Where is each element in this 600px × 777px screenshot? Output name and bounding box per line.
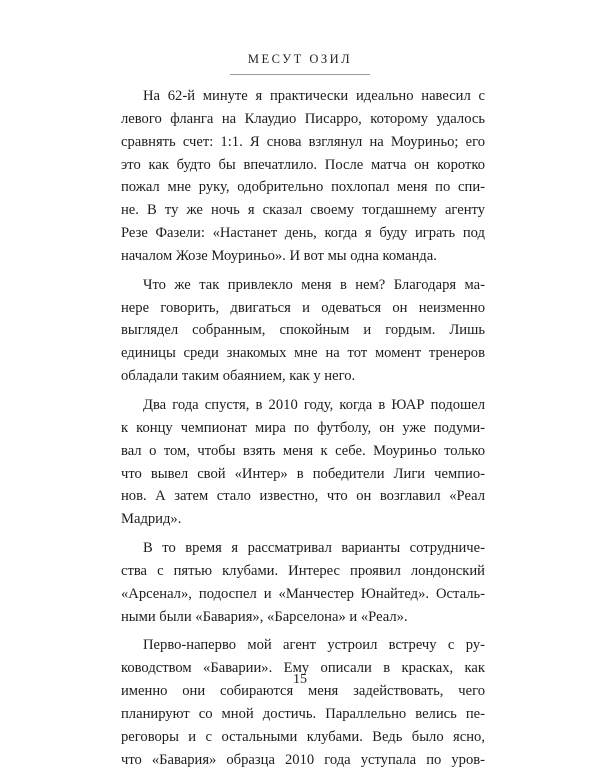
paragraph bbox=[121, 634, 485, 771]
text-line: это как будто бы впечатлило. После матча он коротко bbox=[121, 156, 485, 173]
text-line: «Арсенал», подоспел и «Манчестер Юнайтед». Осталь- bbox=[121, 585, 485, 602]
running-header: МЕСУТ ОЗИЛ bbox=[247, 52, 353, 66]
text-line: Перво-наперво мой агент устроил встречу с ру- bbox=[143, 637, 485, 654]
header-rule bbox=[230, 74, 370, 75]
text-line: не. В ту же ночь я сказал своему тогдашнему агенту bbox=[121, 202, 485, 219]
text-line: сравнять счет: 1:1. Я снова взглянул на Моуриньо; его bbox=[121, 133, 485, 150]
text-line: Резе Фазели: «Настанет день, когда я буду играть под bbox=[121, 225, 485, 242]
text-line: что «Бавария» образца 2010 года уступала по уров- bbox=[121, 751, 485, 768]
text-line: Мадрид». bbox=[121, 511, 182, 528]
paragraph bbox=[121, 537, 485, 628]
text-line: ными были «Бавария», «Барселона» и «Реал». bbox=[121, 608, 408, 625]
text-line: к концу чемпионат мира по футболу, он уже подуми- bbox=[121, 419, 485, 436]
text-line: именно они собираются меня задействовать, чего bbox=[121, 683, 485, 700]
page-number: 15 bbox=[293, 672, 307, 687]
text-line: ства с пятью клубами. Интерес проявил лондонский bbox=[121, 562, 485, 579]
text-line: Что же так привлекло меня в нем? Благодаря ма- bbox=[143, 276, 485, 293]
paragraph bbox=[121, 394, 485, 531]
text-line: Два года спустя, в 2010 году, когда в ЮАР подошел bbox=[143, 396, 485, 413]
text-line: В то время я рассматривал варианты сотрудниче- bbox=[143, 540, 485, 557]
text-line: выглядел собранным, спокойным и гордым. Лишь bbox=[121, 322, 485, 339]
text-line: что вывел свой «Интер» в победители Лиги чемпио- bbox=[121, 465, 485, 482]
text-line: На 62-й минуте я практически идеально навесил с bbox=[143, 88, 485, 104]
paragraph bbox=[121, 274, 485, 388]
text-line: пожал мне руку, одобрительно похлопал меня по спи- bbox=[121, 179, 485, 196]
text-line: ководством «Баварии». Ему описали в красках, как bbox=[121, 660, 485, 677]
text-line: планируют со мной достичь. Параллельно велись пе- bbox=[121, 705, 485, 722]
paragraph bbox=[121, 85, 485, 268]
text-line: левого фланга на Клаудио Писарро, которому удалось bbox=[121, 110, 485, 127]
text-line: реговоры и с остальными клубами. Ведь было ясно, bbox=[121, 728, 485, 745]
text-line: вал о том, чтобы взять меня к себе. Моуриньо только bbox=[121, 442, 485, 459]
text-line: нов. А затем стало известно, что он возглавил «Реал bbox=[121, 488, 485, 505]
text-line: единицы среди знакомых мне на тот момент тренеров bbox=[121, 345, 485, 362]
text-line: обладали таким обаянием, как у него. bbox=[121, 368, 356, 385]
text-line: нере говорить, двигаться и одеваться он неизменно bbox=[121, 299, 485, 316]
text-line: началом Жозе Моуриньо». И вот мы одна команда. bbox=[121, 247, 437, 264]
